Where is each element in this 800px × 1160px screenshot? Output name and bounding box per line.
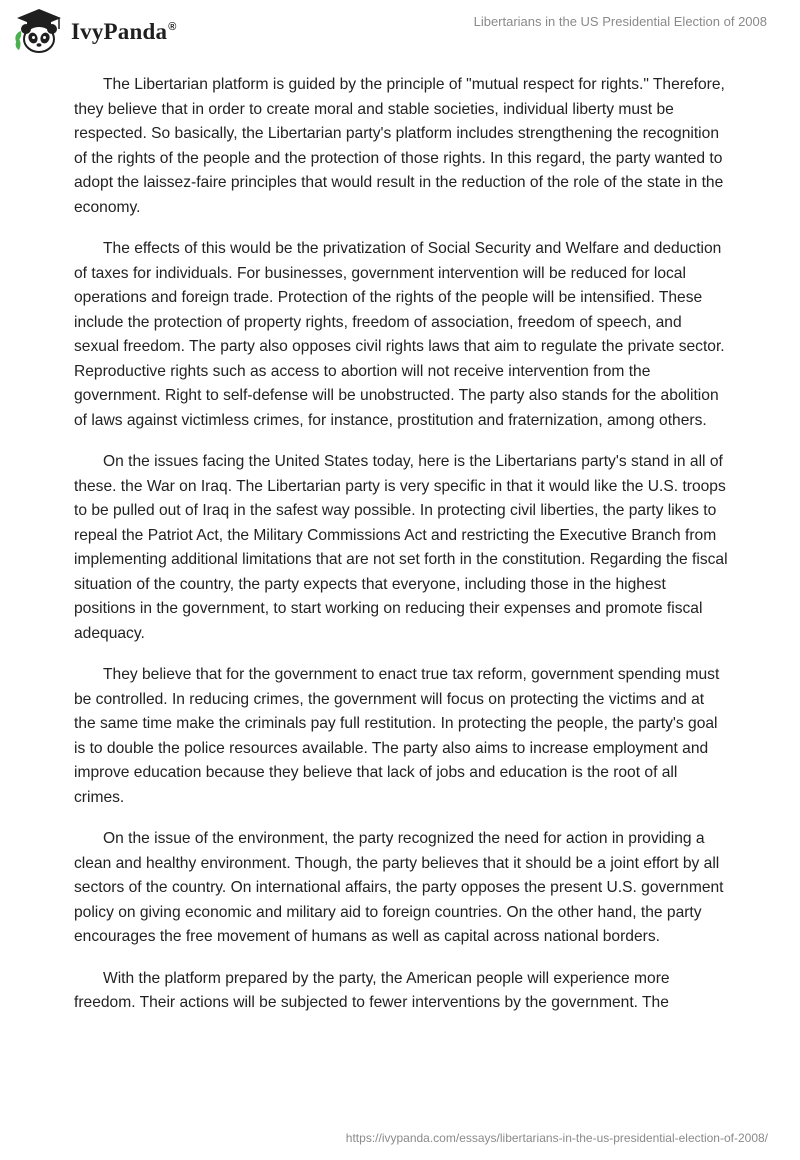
brand-name: IvyPanda® (71, 19, 177, 44)
panda-graduation-cap-icon (13, 7, 65, 55)
paragraph: The Libertarian platform is guided by the principle of "mutual respect for rights." Therefore, they believe that in order to create moral and stable societies, individual liberty must be respected. So basically, the Libertarian party's platform includes strengthening the recognition of the rights of the people and the protection of those rights. In this regard, the party wanted to adopt the laissez-faire principles that would result in the reduction of the role of the state in the economy. (74, 76, 725, 216)
document-title: Libertarians in the US Presidential Election of 2008 (473, 14, 767, 29)
paragraph: On the issue of the environment, the party recognized the need for action in providing a clean and healthy environment. Though, the party believes that it should be a joint effort by all sectors of the country. On international affairs, the party opposes the present U.S. government policy on giving economic and military aid to foreign countries. On the other hand, the party encourages the free movement of humans as well as capital across national borders. (74, 830, 724, 945)
registered-mark: ® (168, 21, 177, 34)
paragraph: On the issues facing the United States today, here is the Libertarians party's stand in all of these. the War on Iraq. The Libertarian party is very specific in that it would like the U.S. troops to be pulled out of Iraq in the safest way possible. In protecting civil liberties, the party likes to repeal the Patriot Act, the Military Commissions Act and restricting the Executive Branch from implementing additional limitations that are not set forth in the constitution. Regarding the fiscal situation of the country, the party expects that everyone, including those in the highest positions in the government, to start working on reducing their expenses and promote fiscal adequacy. (74, 453, 728, 642)
page-header (0, 0, 800, 60)
paragraph: The effects of this would be the privatization of Social Security and Welfare and deduction of taxes for individuals. For businesses, government intervention will be reduced for local operations and foreign trade. Protection of the rights of the people will be intensified. These include the protection of property rights, freedom of association, freedom of speech, and sexual freedom. The party also opposes civil rights laws that aim to regulate the private sector. Reproductive rights such as access to abortion will not receive intervention from the government. Right to self-defense will be unobstructed. The party also stands for the abolition of laws against victimless crimes, for instance, prostitution and fraternization, among others. (74, 240, 725, 429)
paragraph: With the platform prepared by the party, the American people will experience more freedom. Their actions will be subjected to fewer interventions by the government. The (74, 969, 670, 1011)
paragraph: They believe that for the government to enact true tax reform, government spending must be controlled. In reducing crimes, the government will focus on protecting the victims and at the same time make the criminals pay full restitution. In protecting the people, the party's goal is to double the police resources available. The party also aims to increase employment and improve education because they believe that lack of jobs and education is the root of all crimes. (74, 666, 720, 806)
ivypanda-logo[interactable] (13, 7, 177, 55)
essay-body (74, 73, 728, 1033)
source-url[interactable]: https://ivypanda.com/essays/libertarians-in-the-us-presidential-election-of-2008/ (345, 1131, 768, 1145)
